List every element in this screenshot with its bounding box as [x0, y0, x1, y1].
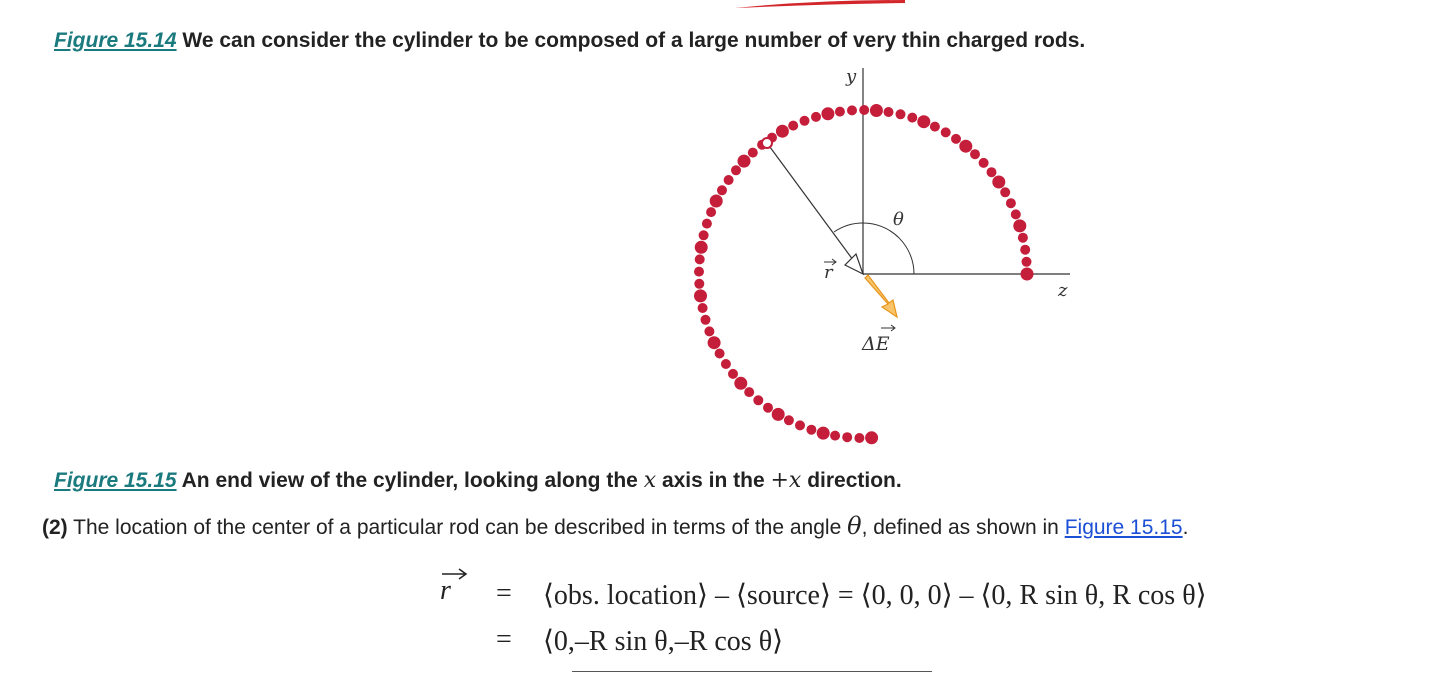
- charged-rod: [721, 359, 731, 369]
- charged-rod: [806, 425, 816, 435]
- charged-rod: [710, 195, 723, 208]
- charged-rod: [847, 105, 857, 115]
- charged-rod: [695, 254, 705, 264]
- top-decorative-swoosh: [735, 0, 905, 8]
- charged-rod: [821, 107, 834, 120]
- equation-line-2: ⟨0,–R sin θ,–R cos θ⟩: [543, 626, 784, 657]
- charged-rod: [1011, 209, 1021, 219]
- fraction-rule: [572, 671, 932, 672]
- equation-line-1: ⟨obs. location⟩ – ⟨source⟩ = ⟨0, 0, 0⟩ – ⟨0, R sin θ, R cos θ⟩: [543, 580, 1207, 611]
- paragraph-text-b: , defined as shown in: [861, 516, 1059, 539]
- z-axis-label: z: [1058, 280, 1068, 301]
- plus-x-variable: +x: [770, 468, 802, 493]
- delta-e-label-arrow: [881, 325, 895, 331]
- charged-rod: [951, 134, 961, 144]
- charged-rod: [724, 175, 734, 185]
- charged-rod: [992, 176, 1005, 189]
- charged-rod: [959, 140, 972, 153]
- body-paragraph-2: [42, 512, 1188, 540]
- equation-lhs-r: r: [440, 575, 451, 606]
- charged-rod: [744, 387, 754, 397]
- charged-rod: [854, 433, 864, 443]
- charged-rod: [1018, 233, 1028, 243]
- charged-rod: [842, 432, 852, 442]
- paragraph-theta: θ: [847, 512, 862, 540]
- figure-15-15-caption-text-c: direction.: [807, 469, 902, 492]
- charged-rod: [795, 420, 805, 430]
- charged-rod: [1013, 219, 1026, 232]
- charged-rod: [715, 349, 725, 359]
- figure-15-15-link[interactable]: Figure 15.15: [54, 469, 177, 492]
- charged-rod: [1022, 257, 1032, 267]
- charged-rod: [701, 315, 711, 325]
- equation-equals-2: =: [496, 624, 512, 655]
- charged-rod: [1006, 198, 1016, 208]
- charged-rod: [734, 377, 747, 390]
- charged-rod: [717, 185, 727, 195]
- charged-rod: [763, 403, 773, 413]
- charged-rod: [800, 116, 810, 126]
- charged-rod: [1000, 187, 1010, 197]
- charged-rod: [930, 122, 940, 132]
- charged-rod: [748, 148, 758, 158]
- charged-rod: [907, 113, 917, 123]
- theta-angle-arc: [863, 223, 914, 274]
- paragraph-text-c: .: [1182, 516, 1189, 539]
- r-vector-line: [767, 143, 856, 264]
- charged-rod: [896, 109, 906, 119]
- figure-15-15-caption-text-a: An end view of the cylinder, looking along the: [181, 469, 638, 492]
- charged-rod: [1021, 268, 1034, 281]
- figure-15-14-link[interactable]: Figure 15.14: [54, 29, 177, 52]
- charged-rod: [788, 121, 798, 131]
- x-variable: x: [643, 468, 657, 493]
- figure-15-14-caption-text: We can consider the cylinder to be composed of a large number of very thin charged rods.: [182, 29, 1086, 52]
- r-vector-label: r: [824, 262, 833, 283]
- charged-rod: [695, 241, 708, 254]
- cylinder-end-view-figure: [660, 60, 1100, 460]
- theta-angle-arc-left: [834, 223, 863, 232]
- charged-rod: [698, 303, 708, 313]
- charged-rod: [870, 104, 883, 117]
- charged-rod: [811, 112, 821, 122]
- r-vector-arrowhead: [845, 254, 863, 274]
- charged-rod: [706, 207, 716, 217]
- figure-15-14-caption: [54, 29, 1085, 53]
- charged-rod: [970, 149, 980, 159]
- charged-rod: [753, 395, 763, 405]
- charged-rod: [865, 431, 878, 444]
- delta-e-arrow: [865, 275, 897, 317]
- paragraph-number: (2): [42, 516, 68, 539]
- charged-rod: [702, 219, 712, 229]
- paragraph-text-a: The location of the center of a particular rod can be described in terms of the angle: [73, 516, 842, 539]
- charged-rod: [817, 427, 830, 440]
- figure-15-15-caption-text-b: axis in the: [661, 469, 765, 492]
- delta-e-label: ΔE: [862, 333, 890, 355]
- charged-rod: [1020, 245, 1030, 255]
- charged-rod: [987, 167, 997, 177]
- charged-rod: [884, 107, 894, 117]
- charged-rod: [941, 127, 951, 137]
- charged-rod: [859, 105, 869, 115]
- charged-rod: [694, 289, 707, 302]
- charged-rod: [738, 155, 751, 168]
- charged-rod: [917, 115, 930, 128]
- charged-rod: [784, 415, 794, 425]
- source-rod-marker: [762, 138, 772, 148]
- charged-rod: [699, 230, 709, 240]
- equation-equals-1: =: [496, 578, 512, 609]
- theta-label: θ: [893, 209, 904, 230]
- charged-rod: [776, 125, 789, 138]
- charged-rod: [694, 267, 704, 277]
- charged-rod: [694, 279, 704, 289]
- charged-rod: [979, 158, 989, 168]
- charged-rod: [728, 369, 738, 379]
- charged-rod: [731, 165, 741, 175]
- figure-15-15-caption: [54, 468, 902, 493]
- charged-rod: [830, 431, 840, 441]
- charged-rod: [704, 326, 714, 336]
- figure-15-15-inline-link[interactable]: Figure 15.15: [1064, 516, 1183, 539]
- charged-rod: [708, 336, 721, 349]
- charged-rod: [835, 107, 845, 117]
- y-axis-label: y: [846, 66, 857, 87]
- charged-rod: [772, 408, 785, 421]
